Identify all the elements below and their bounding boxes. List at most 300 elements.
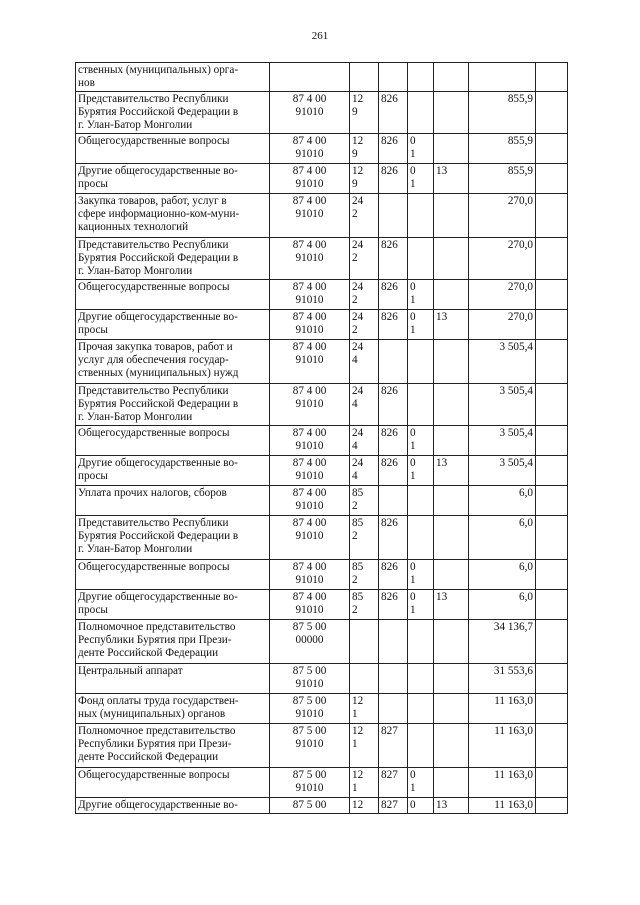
cell-section: [408, 426, 434, 456]
name-line: г. Улан-Батор Монголии: [78, 411, 193, 423]
rz-line: 1: [410, 782, 416, 794]
csr-line: 91010: [295, 440, 324, 452]
name-line: Бурятия Российской Федерации в: [78, 530, 239, 542]
cell-empty: [536, 798, 568, 814]
cell-name: [76, 426, 270, 456]
cell-subsection: 13: [434, 164, 469, 194]
cell-administrator: 826: [379, 456, 408, 486]
cell-administrator: 826: [379, 590, 408, 620]
vr-line: 1: [352, 782, 358, 794]
csr-line: 91010: [295, 678, 324, 690]
csr-line: 91010: [295, 178, 324, 190]
cell-administrator: [379, 340, 408, 384]
rz-line: 1: [410, 324, 416, 336]
table-row: [76, 194, 568, 238]
cell-subsection: [434, 238, 469, 280]
cell-section: [408, 620, 434, 664]
cell-administrator: 826: [379, 516, 408, 560]
cell-amount: 11 163,0: [469, 768, 536, 798]
cell-amount: 6,0: [469, 560, 536, 590]
cell-empty: [536, 694, 568, 724]
cell-section: [408, 456, 434, 486]
cell-target-article: [270, 456, 350, 486]
cell-section: [408, 384, 434, 426]
name-line: Бурятия Российской Федерации в: [78, 106, 239, 118]
csr-line: 87 4 00: [292, 165, 327, 177]
cell-amount: 11 163,0: [469, 694, 536, 724]
cell-empty: [536, 164, 568, 194]
cell-section: [408, 238, 434, 280]
csr-line: 87 4 00: [292, 93, 327, 105]
vr-line: 4: [352, 440, 358, 452]
vr-line: 85: [352, 591, 364, 603]
cell-section: [408, 280, 434, 310]
cell-administrator: 826: [379, 560, 408, 590]
cell-subsection: 13: [434, 590, 469, 620]
name-line: Полномочное представительство: [78, 621, 236, 633]
cell-name: [76, 456, 270, 486]
rz-line: 0: [410, 591, 416, 603]
cell-amount: [469, 63, 536, 92]
rz-line: 1: [410, 148, 416, 160]
cell-administrator: [379, 63, 408, 92]
name-line: Центральный аппарат: [78, 665, 183, 677]
cell-subsection: [434, 384, 469, 426]
cell-target-article: [270, 310, 350, 340]
name-line: Общегосударственные вопросы: [78, 281, 230, 293]
csr-line: 91010: [295, 398, 324, 410]
rz-line: 0: [410, 165, 416, 177]
budget-table: [75, 62, 568, 814]
table-row: [76, 486, 568, 516]
cell-expense-type: [350, 384, 379, 426]
csr-line: 87 4 00: [292, 517, 327, 529]
csr-line: 87 4 00: [292, 591, 327, 603]
cell-empty: [536, 724, 568, 768]
table-row: [76, 768, 568, 798]
name-line: ных (муниципальных) органов: [78, 708, 226, 720]
vr-line: 85: [352, 561, 364, 573]
cell-section: [408, 194, 434, 238]
csr-line: 91010: [295, 738, 324, 750]
cell-administrator: 826: [379, 426, 408, 456]
name-line: Другие общегосударственные во-: [78, 311, 238, 323]
cell-expense-type: [350, 426, 379, 456]
cell-administrator: [379, 486, 408, 516]
cell-subsection: [434, 280, 469, 310]
cell-subsection: [434, 694, 469, 724]
cell-expense-type: [350, 724, 379, 768]
vr-line: 2: [352, 324, 358, 336]
csr-line: 91010: [295, 708, 324, 720]
cell-expense-type: [350, 798, 379, 814]
rz-line: 1: [410, 440, 416, 452]
cell-amount: 6,0: [469, 516, 536, 560]
cell-section: [408, 798, 434, 814]
table-row: [76, 456, 568, 486]
cell-section: [408, 486, 434, 516]
cell-name: [76, 560, 270, 590]
vr-line: 24: [352, 195, 364, 207]
cell-amount: 6,0: [469, 486, 536, 516]
cell-amount: 855,9: [469, 164, 536, 194]
csr-line: 87 5 00: [292, 665, 327, 677]
vr-line: 4: [352, 398, 358, 410]
cell-target-article: [270, 92, 350, 134]
cell-empty: [536, 310, 568, 340]
csr-line: 87 4 00: [292, 135, 327, 147]
cell-name: [76, 724, 270, 768]
rz-line: 1: [410, 574, 416, 586]
cell-target-article: [270, 620, 350, 664]
name-line: Прочая закупка товаров, работ и: [78, 341, 233, 353]
csr-line: 91010: [295, 782, 324, 794]
vr-line: 12: [352, 725, 364, 737]
cell-expense-type: [350, 280, 379, 310]
cell-target-article: [270, 724, 350, 768]
cell-subsection: [434, 486, 469, 516]
rz-line: 1: [410, 604, 416, 616]
vr-line: 24: [352, 385, 364, 397]
cell-empty: [536, 768, 568, 798]
cell-section: [408, 768, 434, 798]
cell-target-article: [270, 238, 350, 280]
name-line: просы: [78, 324, 108, 336]
cell-expense-type: [350, 456, 379, 486]
cell-target-article: [270, 426, 350, 456]
page-number: 261: [311, 30, 329, 42]
table-row: [76, 664, 568, 694]
cell-expense-type: [350, 134, 379, 164]
vr-line: 24: [352, 311, 364, 323]
cell-administrator: 826: [379, 310, 408, 340]
cell-subsection: [434, 340, 469, 384]
cell-amount: 270,0: [469, 280, 536, 310]
cell-target-article: [270, 194, 350, 238]
table-body: [76, 63, 568, 814]
cell-amount: 3 505,4: [469, 384, 536, 426]
cell-name: [76, 63, 270, 92]
cell-target-article: [270, 164, 350, 194]
cell-administrator: 827: [379, 724, 408, 768]
cell-empty: [536, 238, 568, 280]
cell-amount: 3 505,4: [469, 340, 536, 384]
vr-line: 24: [352, 341, 364, 353]
csr-line: 87 5 00: [292, 769, 327, 781]
table-row: [76, 340, 568, 384]
name-line: г. Улан-Батор Монголии: [78, 119, 193, 131]
cell-subsection: 13: [434, 310, 469, 340]
name-line: Бурятия Российской Федерации в: [78, 252, 239, 264]
cell-amount: 3 505,4: [469, 426, 536, 456]
cell-name: [76, 280, 270, 310]
vr-line: 12: [352, 135, 364, 147]
name-line: ственных (муниципальных) нужд: [78, 367, 239, 379]
cell-target-article: [270, 694, 350, 724]
cell-empty: [536, 516, 568, 560]
cell-name: [76, 238, 270, 280]
name-line: Другие общегосударственные во-: [78, 165, 238, 177]
table-row: [76, 384, 568, 426]
rz-line: 0: [410, 769, 416, 781]
cell-empty: [536, 63, 568, 92]
cell-administrator: 827: [379, 768, 408, 798]
cell-section: [408, 92, 434, 134]
cell-subsection: 13: [434, 798, 469, 814]
csr-line: 91010: [295, 148, 324, 160]
cell-expense-type: [350, 516, 379, 560]
cell-expense-type: [350, 63, 379, 92]
name-line: ственных (муниципальных) орга-: [78, 64, 239, 76]
cell-subsection: [434, 134, 469, 164]
vr-line: 12: [352, 799, 364, 811]
rz-line: 1: [410, 294, 416, 306]
vr-line: 2: [352, 500, 358, 512]
csr-line: 87 4 00: [292, 385, 327, 397]
cell-subsection: [434, 63, 469, 92]
csr-line: 91010: [295, 530, 324, 542]
vr-line: 9: [352, 178, 358, 190]
vr-line: 2: [352, 604, 358, 616]
cell-section: [408, 694, 434, 724]
table-row: [76, 280, 568, 310]
vr-line: 1: [352, 738, 358, 750]
table-row: [76, 724, 568, 768]
cell-subsection: [434, 560, 469, 590]
cell-target-article: [270, 486, 350, 516]
name-line: Представительство Республики: [78, 385, 229, 397]
name-line: услуг для обеспечения государ-: [78, 354, 229, 366]
cell-subsection: [434, 620, 469, 664]
name-line: сфере информационно-ком-муни-: [78, 208, 240, 220]
csr-line: 91010: [295, 106, 324, 118]
vr-line: 24: [352, 239, 364, 251]
table-row: [76, 92, 568, 134]
name-line: г. Улан-Батор Монголии: [78, 543, 193, 555]
cell-empty: [536, 664, 568, 694]
vr-line: 2: [352, 574, 358, 586]
table-row: [76, 694, 568, 724]
rz-line: 0: [410, 561, 416, 573]
cell-name: [76, 92, 270, 134]
table-row: [76, 426, 568, 456]
table-row: [76, 590, 568, 620]
cell-empty: [536, 456, 568, 486]
cell-administrator: 827: [379, 798, 408, 814]
csr-line: 87 4 00: [292, 561, 327, 573]
csr-line: 91010: [295, 574, 324, 586]
csr-line: 87 4 00: [292, 457, 327, 469]
cell-expense-type: [350, 768, 379, 798]
csr-line: 91010: [295, 470, 324, 482]
name-line: Общегосударственные вопросы: [78, 135, 230, 147]
cell-target-article: [270, 768, 350, 798]
csr-line: 91010: [295, 604, 324, 616]
csr-line: 87 4 00: [292, 281, 327, 293]
cell-administrator: [379, 694, 408, 724]
name-line: Представительство Республики: [78, 517, 229, 529]
cell-administrator: 826: [379, 164, 408, 194]
cell-target-article: [270, 280, 350, 310]
vr-line: 24: [352, 457, 364, 469]
name-line: Общегосударственные вопросы: [78, 427, 230, 439]
cell-target-article: [270, 516, 350, 560]
cell-amount: 6,0: [469, 590, 536, 620]
name-line: денте Российской Федерации: [78, 647, 219, 659]
csr-line: 87 4 00: [292, 239, 327, 251]
cell-name: [76, 340, 270, 384]
cell-amount: 270,0: [469, 194, 536, 238]
cell-subsection: [434, 724, 469, 768]
cell-section: [408, 516, 434, 560]
cell-empty: [536, 340, 568, 384]
csr-line: 00000: [295, 634, 324, 646]
rz-line: 1: [410, 178, 416, 190]
cell-administrator: 826: [379, 384, 408, 426]
vr-line: 9: [352, 148, 358, 160]
cell-administrator: [379, 664, 408, 694]
cell-administrator: [379, 194, 408, 238]
cell-empty: [536, 92, 568, 134]
cell-section: [408, 664, 434, 694]
csr-line: 91010: [295, 252, 324, 264]
csr-line: 87 5 00: [292, 621, 327, 633]
csr-line: 87 5 00: [292, 695, 327, 707]
name-line: Фонд оплаты труда государствен-: [78, 695, 239, 707]
cell-name: [76, 694, 270, 724]
cell-expense-type: [350, 92, 379, 134]
csr-line: 87 4 00: [292, 341, 327, 353]
cell-empty: [536, 486, 568, 516]
cell-expense-type: [350, 664, 379, 694]
cell-target-article: [270, 63, 350, 92]
rz-line: 0: [410, 799, 416, 811]
cell-administrator: 826: [379, 134, 408, 164]
rz-line: 0: [410, 135, 416, 147]
cell-name: [76, 516, 270, 560]
csr-line: 87 4 00: [292, 487, 327, 499]
name-line: Другие общегосударственные во-: [78, 799, 238, 811]
rz-line: 0: [410, 457, 416, 469]
name-line: просы: [78, 178, 108, 190]
table-row: [76, 516, 568, 560]
table-row: [76, 238, 568, 280]
name-line: Представительство Республики: [78, 93, 229, 105]
cell-empty: [536, 280, 568, 310]
name-line: денте Российской Федерации: [78, 751, 219, 763]
cell-empty: [536, 590, 568, 620]
cell-name: [76, 384, 270, 426]
cell-expense-type: [350, 560, 379, 590]
cell-subsection: [434, 194, 469, 238]
cell-name: [76, 664, 270, 694]
cell-target-article: [270, 664, 350, 694]
vr-line: 12: [352, 695, 364, 707]
cell-amount: 3 505,4: [469, 456, 536, 486]
cell-subsection: [434, 664, 469, 694]
vr-line: 24: [352, 427, 364, 439]
name-line: Другие общегосударственные во-: [78, 591, 238, 603]
cell-subsection: 13: [434, 456, 469, 486]
name-line: Полномочное представительство: [78, 725, 236, 737]
csr-line: 91010: [295, 324, 324, 336]
cell-name: [76, 164, 270, 194]
name-line: Общегосударственные вопросы: [78, 769, 230, 781]
cell-administrator: 826: [379, 280, 408, 310]
name-line: Другие общегосударственные во-: [78, 457, 238, 469]
name-line: просы: [78, 604, 108, 616]
csr-line: 91010: [295, 294, 324, 306]
cell-empty: [536, 620, 568, 664]
csr-line: 87 4 00: [292, 427, 327, 439]
cell-expense-type: [350, 194, 379, 238]
cell-amount: 11 163,0: [469, 798, 536, 814]
cell-amount: 855,9: [469, 92, 536, 134]
cell-section: [408, 134, 434, 164]
cell-subsection: [434, 516, 469, 560]
cell-target-article: [270, 560, 350, 590]
cell-expense-type: [350, 590, 379, 620]
cell-section: [408, 310, 434, 340]
cell-amount: 270,0: [469, 238, 536, 280]
cell-expense-type: [350, 486, 379, 516]
cell-subsection: [434, 92, 469, 134]
cell-section: [408, 590, 434, 620]
cell-empty: [536, 194, 568, 238]
cell-administrator: 826: [379, 238, 408, 280]
vr-line: 2: [352, 252, 358, 264]
vr-line: 4: [352, 354, 358, 366]
cell-name: [76, 134, 270, 164]
name-line: г. Улан-Батор Монголии: [78, 265, 193, 277]
vr-line: 24: [352, 281, 364, 293]
cell-expense-type: [350, 620, 379, 664]
cell-name: [76, 310, 270, 340]
cell-section: [408, 340, 434, 384]
csr-line: 87 5 00: [292, 799, 327, 811]
cell-subsection: [434, 426, 469, 456]
cell-amount: 34 136,7: [469, 620, 536, 664]
name-line: Республики Бурятия при Прези-: [78, 634, 232, 646]
csr-line: 87 5 00: [292, 725, 327, 737]
cell-amount: 11 163,0: [469, 724, 536, 768]
vr-line: 85: [352, 517, 364, 529]
rz-line: 1: [410, 470, 416, 482]
cell-empty: [536, 426, 568, 456]
cell-expense-type: [350, 310, 379, 340]
name-line: Бурятия Российской Федерации в: [78, 398, 239, 410]
vr-line: 12: [352, 769, 364, 781]
name-line: просы: [78, 470, 108, 482]
table-row: [76, 310, 568, 340]
cell-subsection: [434, 768, 469, 798]
rz-line: 0: [410, 311, 416, 323]
csr-line: 87 4 00: [292, 311, 327, 323]
csr-line: 87 4 00: [292, 195, 327, 207]
cell-section: [408, 63, 434, 92]
cell-name: [76, 768, 270, 798]
cell-empty: [536, 560, 568, 590]
table-row: [76, 134, 568, 164]
rz-line: 0: [410, 281, 416, 293]
cell-target-article: [270, 384, 350, 426]
table-row: [76, 798, 568, 814]
vr-line: 1: [352, 708, 358, 720]
cell-section: [408, 164, 434, 194]
vr-line: 12: [352, 165, 364, 177]
table-row: [76, 63, 568, 92]
name-line: Закупка товаров, работ, услуг в: [78, 195, 227, 207]
